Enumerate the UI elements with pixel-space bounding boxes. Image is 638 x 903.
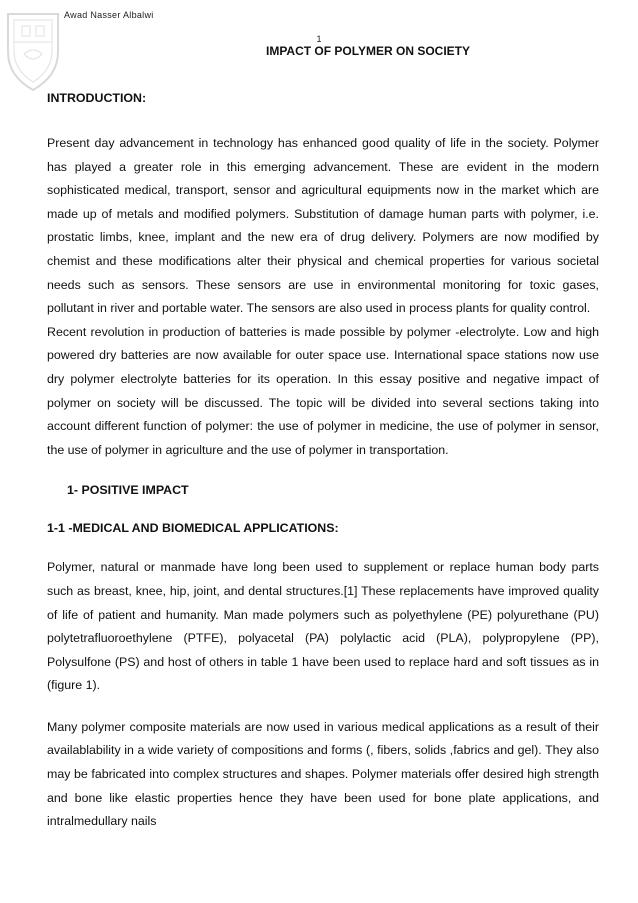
document-body: [47, 88, 599, 834]
document-title-row: [0, 44, 638, 58]
page-number: 1: [316, 34, 322, 44]
introduction-heading: INTRODUCTION:: [47, 91, 147, 105]
intro-paragraph-1: Present day advancement in technology has enhanced good quality of life in the society. Polymer has played a greater role in this emerging advancement. These are evident in the modern sophisticated medical, transport, sensor and agricultural equipments now in the market which are made up of metals and modified polymers. Substitution of damage human parts with polymer, i.e. prostatic limbs, knee, implant and the new era of drug delivery. Polymers are now modified by chemist and these modifications alter their physical and chemical properties for various societal needs such as sensors. These sensors are use in environmental monitoring for toxic gases, pollutant in river and portable water. The sensors are also used in process plants for quality control.: [47, 136, 599, 316]
medical-paragraph-1: Polymer, natural or manmade have long been used to supplement or replace human body parts such as breast, knee, hip, joint, and dental structures.[1] These replacements have improved quality of life of patient and humanity. Man made polymers such as polyethylene (PE) polyurethane (PU) polytetrafluoroethylene (PTFE), polyacetal (PA) polylactic acid (PLA), polypropylene (PP), Polysulfone (PS) and host of others in table 1 have been used to replace hard and soft tissues as in (figure 1).: [47, 560, 599, 693]
positive-impact-heading: 1- POSITIVE IMPACT: [67, 483, 189, 498]
author-name: Awad Nasser Albalwi: [64, 10, 154, 20]
medical-paragraph-2: Many polymer composite materials are now used in various medical applications as a result of their availablability in a wide variety of compositions and forms (, fibers, solids ,fabrics and gel). They also may be fabricated into complex structures and shapes. Polymer materials offer desired high strength and bone like elastic properties hence they have been used for bone plate applications, and intralmedullary nails: [47, 719, 599, 829]
medical-applications-heading: 1-1 -MEDICAL AND BIOMEDICAL APPLICATIONS:: [47, 521, 339, 536]
intro-paragraph-2: Recent revolution in production of batteries is made possible by polymer -electrolyte. Low and high powered dry batteries are now available for outer space use. International space stations now use dry polymer electrolyte batteries for its operation. In this essay positive and negative impact of polymer on society will be discussed. The topic will be divided into several sections taking into account different function of polymer: the use of polymer in medicine, the use of polymer in sensor, the use of polymer in agriculture and the use of polymer in transportation.: [47, 324, 599, 457]
document-title: IMPACT OF POLYMER ON SOCIETY: [265, 44, 471, 58]
